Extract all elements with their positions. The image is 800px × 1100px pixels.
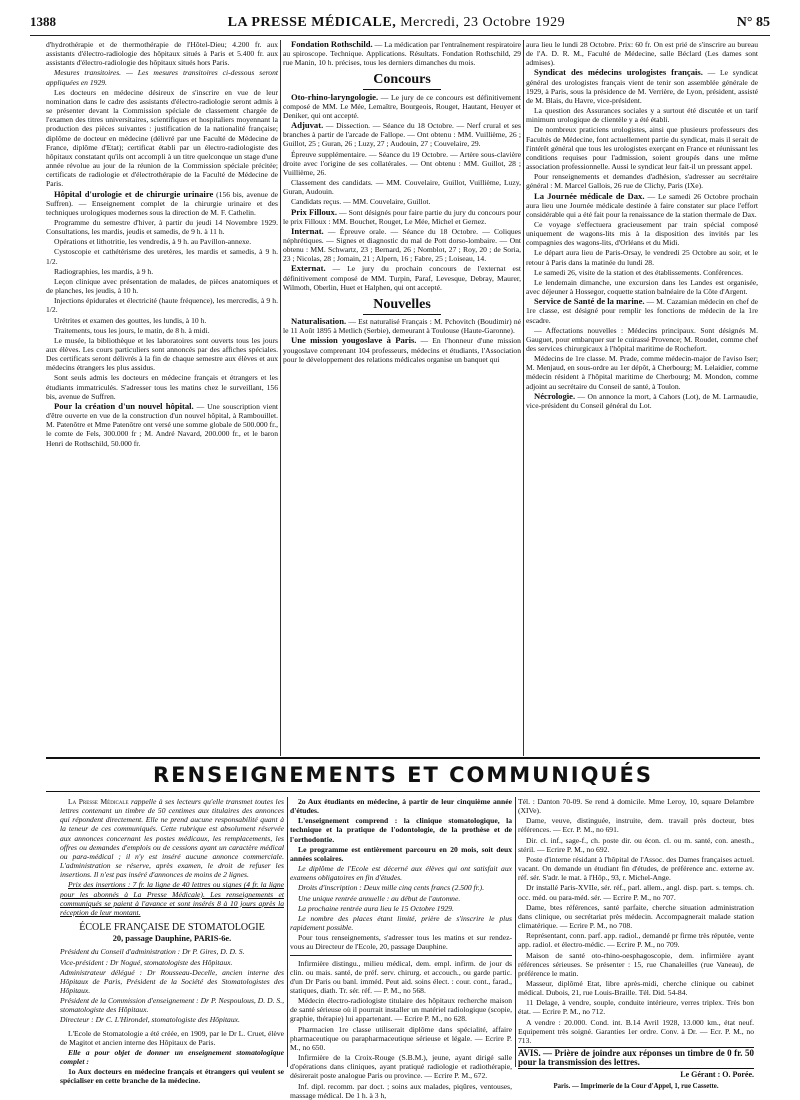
heading-adjuvat: Adjuvat.: [291, 120, 324, 131]
classifieds-column-2: [290, 797, 512, 1100]
ecole-title: ÉCOLE FRANÇAISE DE STOMATOLOGIE: [79, 922, 265, 934]
paragraph: Le musée, la bibliothèque et les laboratoires sont ouverts tous les jours aux élèves. Les cours particuliers sont annoncés par des affiches spéciales. Des certificats seront délivrés à la fin de chaque semestre aux élèves et aux médecins étrangers les plus assidus.: [46, 335, 278, 373]
journal-title: [228, 15, 566, 31]
staff-line: Directeur : Dr C. L'Hirondel, stomatologiste des Hôpitaux.: [60, 1015, 240, 1025]
gerant-signature: Le Gérant : O. Porée.: [680, 1070, 754, 1080]
paragraph: Médecins de 1re classe. M. Prade, comme médecin-major de l'aviso Iser; M. Menjaud, en sous-ordre au 1er dépôt, à Cherbourg; M. Lelaidier, comme médecin résident à l'hôpital maritime de Cherbourg; M. Mondon, comme adjoint au secrétaire du Conseil de santé, à Toulon.: [526, 354, 758, 391]
paragraph: Le nombre des places étant limité, prière de s'inscrire le plus rapidement possible.: [290, 913, 512, 933]
paragraph: Classement des candidats. — MM. Couvelaire, Guillot, Vuillième, Luzy, Guran, Audouin.: [283, 178, 521, 197]
paragraph: — Le samedi 26 Octobre prochain aura lieu une Journée médicale destinée à faire constater sur place l'effort considérable qui a été fait pour la renaissance de la station thermale de Dax.: [526, 191, 758, 219]
avis-notice: AVIS. — Prière de joindre aux réponses un timbre de 0 fr. 50 pour la transmission des lettres.: [518, 1047, 754, 1069]
paragraph: — Est naturalisé Français : M. Pchovitch (Boudimir) né le 11 Août 1895 à Metlich (Serbie), demeurant à Toulouse (Haute-Garonne).: [283, 317, 521, 336]
paragraph: — Dissection. — Séance du 18 Octobre. — Nerf crural et ses branches à partir de l'arcade de Fallope. — Ont obtenu : MM. Vuillième, 26 ; Guillot, 25 ; Guran, 26 ; Luzy, 27 ; Audouin, 27 ; Couvelaire, 29.: [283, 121, 521, 149]
heading-necrologie: Nécrologie.: [534, 390, 576, 401]
column-1: [46, 40, 278, 756]
column-2: [283, 40, 521, 756]
paragraph: — Sont désignés pour faire partie du jury du concours pour le prix Filloux : MM. Bouchet, Rouget, Le Mée, Michel et Gernez.: [283, 207, 521, 226]
classified-ad: 11 Delage, à vendre, souple, conduite intérieure, verres triplex. Très bon état. — Ecrire P. M., no 712.: [518, 998, 754, 1017]
paragraph: — Une souscription vient d'être ouverte en vue de la construction d'un nouvel hôpital, à Rambouillet. M. Patenôtre et Mme Patenôtre ont versé une somme globale de 500.000 fr., le comte de Fels, 300.000 fr ; M. André Navard, 200.000 fr., et le baron Henri de Rothschild, 50.000 fr.: [46, 401, 278, 448]
paragraph: Mesures transitoires. — Les mesures transitoires ci-dessous seront appliquées en 1929.: [46, 68, 278, 87]
heading-filloux: Prix Filloux.: [291, 206, 337, 217]
paragraph: Droits d'inscription : Deux mille cinq cents francs (2.500 fr.).: [298, 883, 485, 893]
classifieds-column-1: [60, 797, 284, 1086]
paragraph: Opérations et lithotritie, les vendredis, à 9 h. au Pavillon-annexe.: [54, 237, 252, 247]
classified-ad: Poste d'interne résidant à l'hôpital de l'Assoc. des Dames françaises actuel. vacant. On demande un étudiant fin d'études, de préférence anc. externe av. réf. sér. S'adr. le mat. à l'Hôp., 93, r. Michel-Ange.: [518, 854, 754, 883]
paragraph: Radiographies, les mardis, à 9 h.: [54, 266, 154, 276]
classified-ad: Maison de santé oto-rhino-oesphagoscopie, dem. infirmière ayant références sérieuses. Se présenter : 15, rue Chanaleilles (rue Vaneau), de préférence le matin.: [518, 950, 754, 978]
paragraph: aura lieu le lundi 28 Octobre. Prix: 60 fr. On est prié de s'inscrire au bureau de l'A. D. R. M., Faculté de Médecine, salle Béclard (Les dames sont admises).: [526, 40, 758, 68]
paragraph: La prochaine rentrée aura lieu le 15 Octobre 1929.: [298, 903, 454, 913]
paragraph: Candidats reçus. — MM. Couvelaire, Guillot.: [291, 197, 431, 207]
paragraph: Elle a pour objet de donner un enseignement stomatologique complet :: [60, 1047, 284, 1067]
paragraph: Injections épidurales et électricité (haute fréquence), les mercredis, à 9 h. 1/2.: [46, 296, 278, 315]
paragraph: — On annonce la mort, à Cahors (Lot), de M. Larmaudie, vice-président du Conseil général du Lot.: [526, 391, 758, 410]
heading-urologie: Hôpital d'urologie et de chirurgie urinaire: [54, 188, 214, 199]
paragraph: (156 bis, avenue de Suffren). — Enseignement complet de la chirurgie urinaire et des techniques urologiques modernes sous la direction de M. F. Cathelin.: [46, 189, 278, 217]
paragraph: Ce voyage s'effectuera gracieusement par train spécial composé uniquement de wagons-lits mis à la disposition des invités par les compagnies des wagons-lits, d'Orléans et du Midi.: [526, 219, 758, 248]
issue-date: Mercredi, 23 Octobre 1929: [400, 15, 566, 30]
paragraph: De nombreux praticiens urologistes, ainsi que plusieurs professeurs des Facultés de Médecine, font actuellement partie du syndicat, mais il serait de l'intérêt général que tous les urologistes exerçant en France et réunissant les conditions requises pour l'admission, soient groupés dans une même association professionnelle. Aussi le syndicat leur fait-il un pressant appel.: [526, 125, 758, 172]
heading-yougoslave: Une mission yougoslave à Paris.: [291, 335, 417, 346]
heading-marine: Service de Santé de la marine.: [534, 296, 645, 307]
staff-line: Président du Conseil d'administration : Dr P. Gires, D. D. S.: [60, 947, 245, 957]
heading-externat: Externat.: [291, 263, 326, 274]
classified-ad: Dame, btes références, santé parfaite, cherche situation administration dans clinique, ou secrétariat près médecin. Accompagnerait malade station climatérique. — Ecrire P. M., no 708.: [518, 902, 754, 931]
paragraph: Programme du semestre d'hiver, à partir du jeudi 14 Novembre 1929. Consultations, les mardis, jeudis et samedis, de 9 h. à 11 h.: [46, 217, 278, 237]
staff-line: Vice-président : Dr Nogué, stomatologiste des Hôpitaux.: [60, 957, 233, 967]
paragraph: — Le syndicat général des urologistes français vient de tenir son assemblée générale de 1929, à Paris, sous la présidence de M. Verrière, de Lyon, président, assisté de M. Blais, du Havre, vice-président.: [526, 68, 758, 105]
paragraph: Les docteurs en médecine désireux de s'inscrire en vue de leur nomination dans le cadre des assistants d'électro-radiologie seront admis à se présenter devant la Commission spéciale de classement chargée de l'examen des titres universitaires, scientifiques et hospitaliers moyennant la production des pièces suivantes : justification de la nationalité française; diplôme de docteur en médecine (délivré par une Faculté de Médecine de France, diplôme d'Etat); certificat établi par un électro-radiologiste des hôpitaux constatant qu'ils ont accompli à un titre quelconque un stage d'une année révolue au jour de la réunion de la Commission spéciale précitée; certificats de radiologie et d'électrothérapie de la Faculté de Médecine de Paris.: [46, 87, 278, 189]
paragraph: Épreuve supplémentaire. — Séance du 19 Octobre. — Artère sous-clavière droite avec l'origine de ses collatérales. — Ont obtenu : MM. Guillot, 28 ; Vuillième, 26.: [283, 149, 521, 177]
heading-hopital: Pour la création d'un nouvel hôpital.: [54, 400, 194, 411]
paragraph: Urétrites et examen des gouttes, les lundis, à 10 h.: [54, 315, 207, 325]
column-3: [526, 40, 758, 756]
heading-internat: Internat.: [291, 225, 324, 236]
paragraph: — Le jury de ce concours est définitivement composé de MM. Le Mée, Lemaître, Bourgeois, Rouget, Hautant, Heuyer et Deniker, qui ont accepté.: [283, 92, 521, 120]
column-divider: [287, 797, 288, 1067]
paragraph: Pour tous renseignements, s'adresser tous les matins et sur rendez-vous au Directeur de l'Ecole, 20, passage Dauphine.: [290, 933, 512, 952]
page-number: 1388: [30, 14, 56, 29]
printer-line: Paris. — Imprimerie de la Cour d'Appel, 1, rue Cassette.: [553, 1082, 719, 1090]
paragraph: Pour renseignements et demandes d'adhésion, s'adresser au secrétaire général : M. Marcel Gallois, 26 rue de Clichy, Paris (IXe).: [526, 172, 758, 191]
issue-number: N° 85: [736, 15, 770, 30]
heading-rothschild: Fondation Rothschild.: [291, 39, 373, 49]
paragraph: L'Ecole de Stomatologie a été créée, en 1909, par le Dr L. Cruet, élève de Magitot et ancien interne des Hôpitaux de Paris.: [60, 1028, 284, 1047]
classified-ad: Masseur, diplômé Etat, libre après-midi, cherche clinique ou cabinet médical. Dubois, 21, rue Louis-Braille. Tél. Did. 54-84.: [518, 978, 754, 998]
paragraph: Le diplôme de l'Ecole est décerné aux élèves qui ont satisfait aux examens obligatoires en fin d'études.: [290, 864, 512, 883]
notice-paragraph: La Presse Médicale rappelle à ses lecteurs qu'elle transmet toutes les lettres contenant un timbre de 50 centimes aux titulaires des annonces qui répondent directement. Elle ne prend aucune responsabilité quant à la teneur de ces communiqués. Cette rubrique est absolument réservée aux annonces concernant les postes médicaux, les remplacements, les offres ou demandes d'emplois ou de cessions ayant un caractère médical ou para-médical ; il n'y est inséré aucune annonce commerciale. L'administration se réserve, après examen, le droit de refuser les insertions. Il n'est pas inséré d'annonces de moins de 2 lignes.: [60, 797, 284, 880]
paragraph: — Le jury du prochain concours de l'externat est définitivement composé de MM. Turpin, Paraf, Levesque, Debray, Maurer, Wilmoth, Oberlin, Huet et Halphen, qui ont accepté.: [283, 264, 521, 292]
classified-ad: Inf. dipl. recomm. par doct. ; soins aux malades, piqûres, ventouses, massage médical. De 1 h. à 3 h,: [290, 1081, 512, 1100]
classifieds-column-3: [518, 797, 754, 1090]
notice-pricing: Prix des insertions : 7 fr. la ligne de 40 lettres ou signes (4 fr. la ligne pour les abonnés à La Presse Médicale). Les renseignements et communiqués se paient à l'avance et sont insérés 8 à 10 jours après la réception de leur montant.: [60, 880, 284, 917]
journal-name-caps: La Presse Médicale: [68, 797, 129, 806]
heading-oto: Oto-rhino-laryngologie.: [291, 91, 379, 102]
paragraph: d'hydrothérapie et de thermothérapie de l'Hôtel-Dieu; 4.200 fr. aux assistants d'électro-radiologie des hôpitaux situés à Paris et 5.400 fr. aux assistants d'électro-radiologie des hôpitaux situés hors Paris.: [46, 40, 278, 68]
paragraph: Le samedi 26, visite de la station et des établissements. Conférences.: [534, 267, 743, 277]
column-divider: [280, 40, 281, 756]
paragraph: Traitements, tous les jours, le matin, de 8 h. à midi.: [54, 325, 210, 335]
section-banner: [46, 757, 760, 792]
classified-ad: Dame, veuve, distinguée, instruite, dem. travail près docteur, btes références. — Ecr. P. M., no 691.: [518, 816, 754, 835]
paragraph: Le lendemain dimanche, une excursion dans les Landes est organisée, avec déjeuner à Hossegor, coquette station balnéaire de la Côte d'Argent.: [526, 277, 758, 297]
column-divider: [515, 797, 516, 1067]
classified-ad: Dir. cl. inf., sage-f., ch. poste dir. ou écon. cl. ou m. santé, con. anesth., stéril. — Ecrire P. M., no 692.: [518, 835, 754, 854]
page-header: [30, 14, 770, 36]
classified-ad: Médecin électro-radiologiste titulaire des hôpitaux recherche maison de santé sérieuse où il pourrait installer un matériel radiologique (scopie, graphie, thérapie) lui appartenant. — Ecrire P. M., no 628.: [290, 996, 512, 1024]
journal-name: LA PRESSE MÉDICALE,: [227, 15, 397, 30]
heading-syndicat: Syndicat des médecins urologistes français.: [534, 67, 703, 78]
section-title-concours: Concours: [283, 75, 521, 84]
heading-dax: La Journée médicale de Dax.: [534, 190, 645, 201]
paragraph: — Épreuve orale. — Séance du 18 Octobre. — Coliques néphrétiques. — Signes et diagnostic du mal de Pott dorso-lombaire. — Ont obtenu : MM. Schwartz, 23 ; Bernard, 26 ; Nomblot, 27 ; Roy, 20 ; de Soria, 23 ; Nicolas, 28 ; Jomain, 21 ; Alpern, 16 ; Fabre, 25 ; Loiseau, 14.: [283, 226, 521, 264]
paragraph: 1o Aux docteurs en médecine français et étrangers qui veulent se spécialiser en cette branche de la médecine.: [60, 1067, 284, 1086]
classified-ad: Pharmacien 1re classe utiliserait diplôme dans spécialité, affaire pharmaceutique ou parapharmaceutique sérieuse et légale. — Ecrire P. M., no 650.: [290, 1024, 512, 1052]
paragraph: 2o Aux étudiants en médecine, à partir de leur cinquième année d'études.: [290, 797, 512, 816]
classified-ad: Infirmière distingu., milieu médical, dem. empl. infirm. de jour ds clin. ou mais. santé, de préf. serv. chirurg. et accouch., ou garde partic. d'un Dr Paris ou banl. imméd. Peut aid. soins élect. : cour. cont., farad., statiques, diath. Tr. sér. réf. — P. M., no 568.: [290, 958, 512, 995]
paragraph: La question des Assurances sociales y a surtout été discutée et un tarif minimum urologique de clientèle y a été établi.: [526, 106, 758, 125]
banner-title: RENSEIGNEMENTS ET COMMUNIQUÉS: [153, 763, 653, 787]
column-divider: [523, 40, 524, 756]
paragraph: Cystoscopie et cathétérisme des uretères, les mardis et samedis, à 9 h. 1/2.: [46, 247, 278, 266]
staff-line: Administrateur délégué : Dr Rousseau-Decelle, ancien interne des Hôpitaux de Paris, Président de la Société des Stomatologistes des Hôpitaux.: [60, 967, 284, 995]
paragraph: — La médication par l'entraînement respiratoire au spiroscope. Technique. Applications. Résultats. Fondation Rothschild, 29 rue Manin, 10 h. précises, tous les derniers dimanches du mois.: [283, 40, 521, 68]
section-title-nouvelles: Nouvelles: [283, 300, 521, 309]
paragraph: Sont seuls admis les docteurs en médecine français et étrangers et les étudiants immatriculés. S'adresser tous les matins chez le surveillant, 156 bis, avenue de Suffren.: [46, 373, 278, 401]
paragraph: Une unique rentrée annuelle : au début de l'automne.: [298, 893, 461, 903]
heading-naturalisation: Naturalisation.: [291, 316, 347, 327]
classified-ad: Dr installé Paris-XVIIe, sér. réf., parl. allem., angl. disp. part. s. temps. ch. occ. méd. ou para-méd. sér. — Ecrire P. M., no 707.: [518, 883, 754, 902]
paragraph: L'enseignement comprend : la clinique stomatologique, la technique et la pratique de l'odontologie, de la prothèse et de l'orthodontie.: [290, 816, 512, 844]
divider: [290, 955, 512, 956]
classified-ad: Représentant, conn. parf. app. radiol., demandé pr firme très réputée, vente app. radiol. et électro-médic. — Ecrire P. M., no 709.: [518, 931, 754, 950]
paragraph: Le programme est entièrement parcouru en 20 mois, soit deux années scolaires.: [290, 844, 512, 863]
classified-ad: A vendre : 20.000. Cond. int. B.14 Avril 1928, 13.000 km., état neuf. Equipement très soigné. Garanties 1er ordre. Conv. à Dr. — Ecr. P. M., no 713.: [518, 1017, 754, 1045]
paragraph: Le départ aura lieu de Paris-Orsay, le vendredi 25 Octobre au soir, et le retour à Paris dans la matinée du lundi 28.: [526, 248, 758, 267]
staff-line: Président de la Commission d'enseignement : Dr P. Nespoulous, D. D. S., stomatologiste des Hôpitaux.: [60, 996, 284, 1015]
ecole-address: 20, passage Dauphine, PARIS-6e.: [112, 934, 232, 944]
paragraph: — En l'honneur d'une mission yougoslave comprenant 104 professeurs, médecins et étudiants, l'Association pour le développement des relations médicales organise un banquet qui: [283, 336, 521, 364]
paragraph: — Affectations nouvelles : Médecins principaux. Sont désignés M. Gauguet, pour embarquer sur le cuirassé Provence; M. Roudet, comme chef des services chirurgicaux à l'hôpital maritime de Rochefort.: [526, 325, 758, 353]
classified-ad: Tél. : Danton 70-09. Se rend à domicile. Mme Leroy, 10, square Delambre (XIVe).: [518, 797, 754, 816]
paragraph: Leçon clinique avec présentation de malades, de pièces anatomiques et de planches, les jeudis, à 10 h.: [46, 276, 278, 296]
paragraph: — M. Cazamian médecin en chef de 1re classe, est désigné pour remplir les fonctions de médecin de la 1re escadre.: [526, 297, 758, 325]
classified-ad: Infirmière de la Croix-Rouge (S.B.M.), jeune, ayant dirigé salle d'opérations dans cliniques, ayant pratiqué radiologie et radiothérapie, désirerait poste analogue Paris ou province. — Ecrire P. M., 672.: [290, 1053, 512, 1081]
